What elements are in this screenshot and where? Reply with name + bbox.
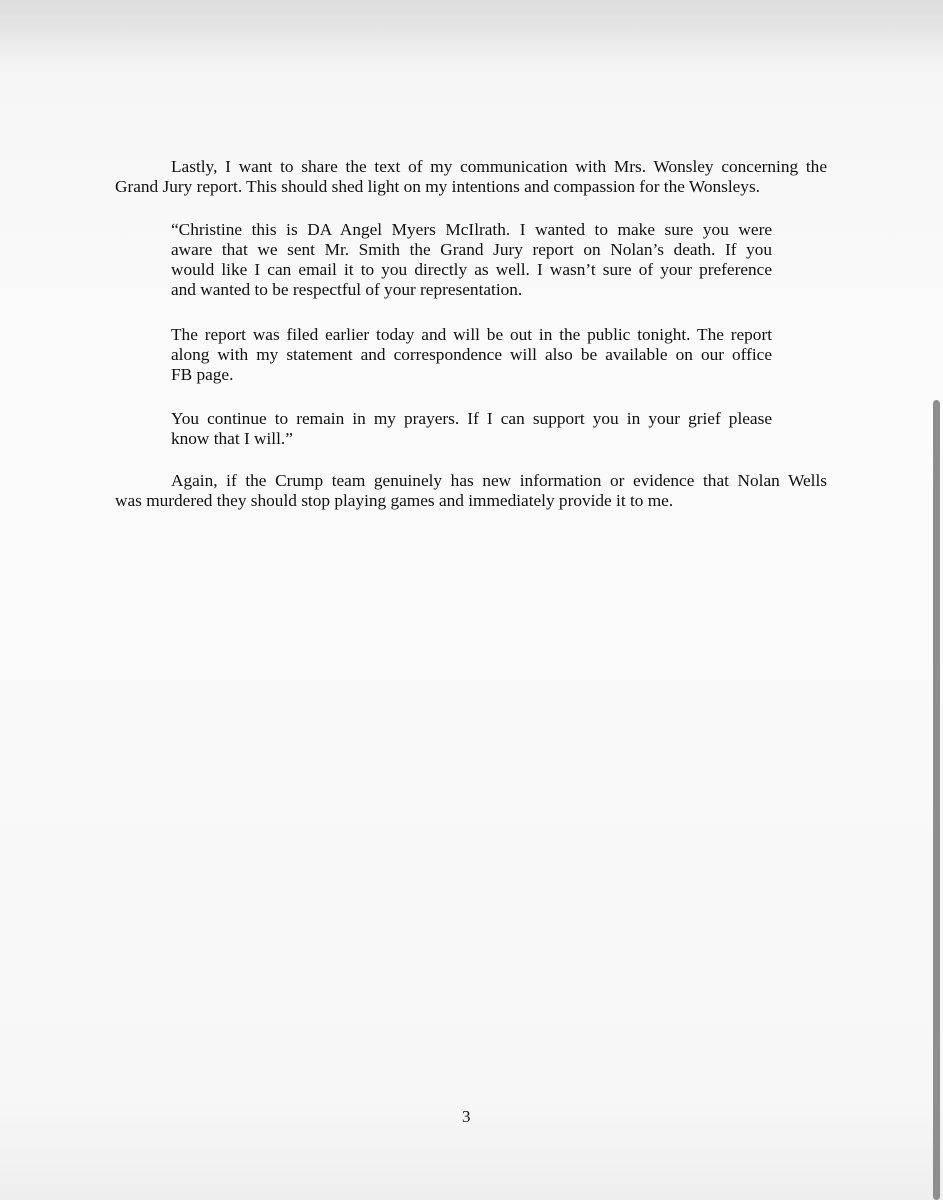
quote-paragraph-1 [171,220,772,300]
text-line: along with my statement and correspondence will also be available on our office [171,345,772,364]
quote-paragraph-3 [171,409,772,449]
text-line: FB page. [171,365,234,384]
paragraph-closing [115,471,827,511]
text-line: Again, if the Crump team genuinely has new information or evidence that Nolan Wells [171,471,827,490]
text-line: You continue to remain in my prayers. If I can support you in your grief please [171,409,772,428]
page-number: 3 [462,1107,471,1126]
text-line: and wanted to be respectful of your representation. [171,280,523,299]
text-line: Lastly, I want to share the text of my communication with Mrs. Wonsley concerning the [171,157,827,176]
text-line: was murdered they should stop playing games and immediately provide it to me. [115,491,674,510]
scrollbar-thumb[interactable] [933,400,940,1200]
text-line: Grand Jury report. This should shed light on my intentions and compassion for the Wonsleys. [115,177,760,196]
text-line: The report was filed earlier today and will be out in the public tonight. The report [171,325,772,344]
text-line: would like I can email it to you directly as well. I wasn’t sure of your preference [171,260,772,279]
paragraph-intro [115,157,827,197]
text-line: aware that we sent Mr. Smith the Grand Jury report on Nolan’s death. If you [171,240,772,259]
vertical-scrollbar[interactable] [930,0,943,1200]
text-line: know that I will.” [171,429,293,448]
text-line: “Christine this is DA Angel Myers McIlrath. I wanted to make sure you were [171,220,772,239]
quote-paragraph-2 [171,325,772,385]
